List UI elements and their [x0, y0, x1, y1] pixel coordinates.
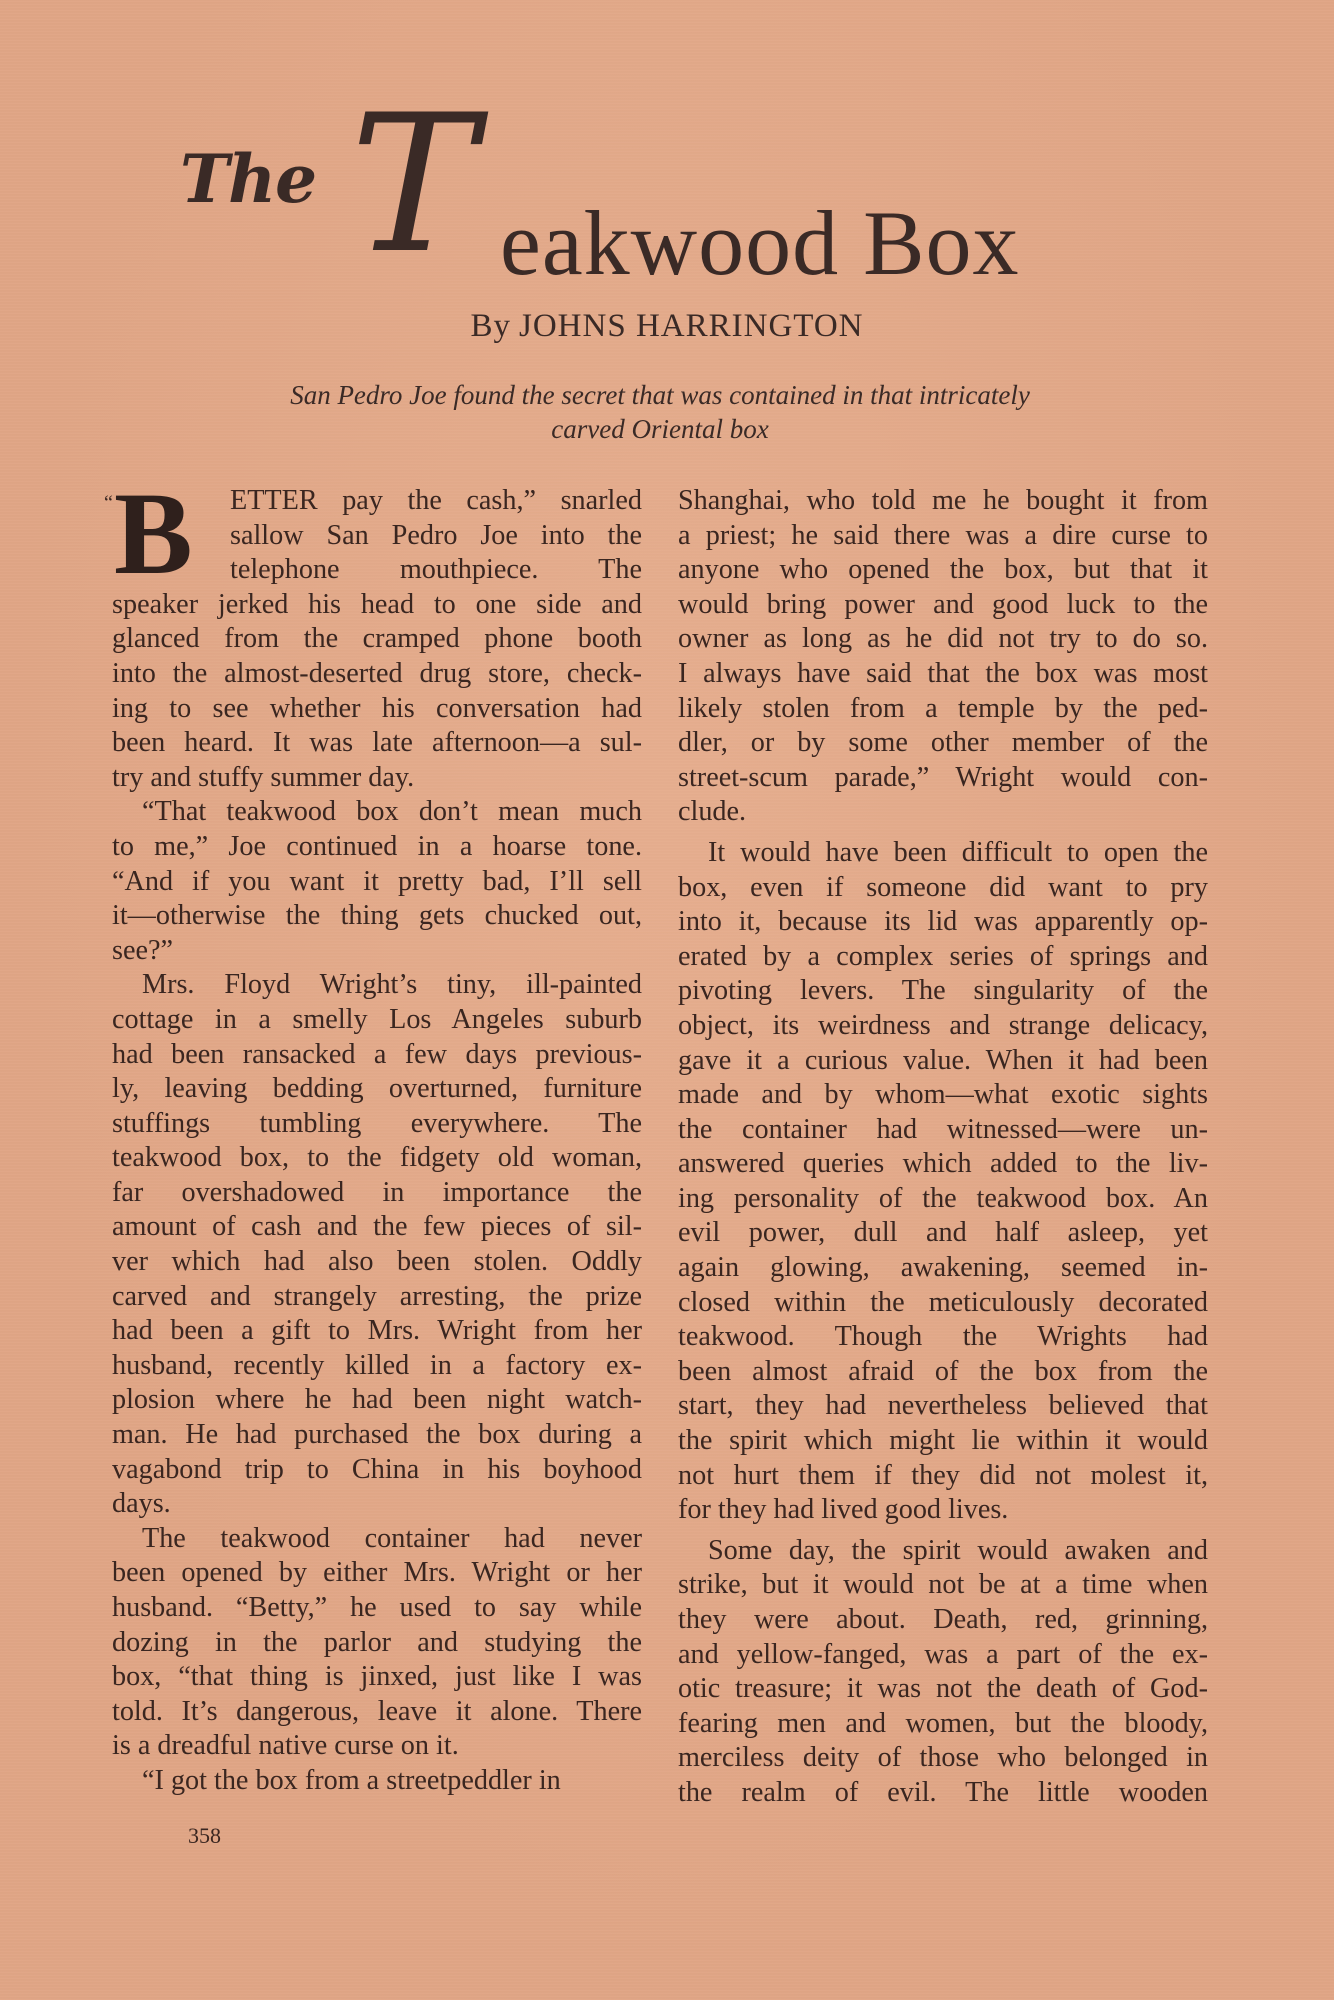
text-line: clude.: [678, 796, 747, 828]
text-line: It would have been difficult to open the: [708, 836, 1208, 868]
text-line: answered queries which added to the liv-: [678, 1148, 1208, 1180]
text-line: been heard. It was late afternoon—a sul-: [112, 727, 642, 759]
text-line: a priest; he said there was a dire curse to: [678, 519, 1208, 551]
text-line: teakwood box, to the fidgety old woman,: [112, 1142, 642, 1174]
text-line: had been ransacked a few days previous-: [112, 1038, 642, 1070]
drop-cap: B: [114, 468, 193, 599]
text-line: not hurt them if they did not molest it,: [678, 1459, 1208, 1491]
text-line: closed within the meticulously decorated: [678, 1286, 1208, 1318]
text-line: I always have said that the box was most: [678, 657, 1208, 689]
title-ornamental-initial: T: [350, 74, 477, 295]
text-line: sallow San Pedro Joe into the: [230, 519, 642, 551]
opening-paragraph: [104, 468, 642, 599]
paragraph: [112, 968, 642, 1522]
text-line: street-scum parade,” Wright would con-: [678, 761, 1208, 793]
paragraph: [678, 1534, 1208, 1811]
text-line: telephone mouthpiece. The: [230, 554, 642, 586]
text-line: and yellow-fanged, was a part of the ex-: [678, 1638, 1208, 1670]
text-line: it—otherwise the thing gets chucked out,: [112, 900, 642, 932]
text-line: owner as long as he did not try to do so.: [678, 623, 1208, 655]
text-line: amount of cash and the few pieces of sil-: [112, 1211, 642, 1243]
author-name: JOHNS HARRINGTON: [519, 308, 864, 344]
left-column: [104, 468, 642, 1799]
text-line: ver which had also been stolen. Oddly: [112, 1246, 642, 1278]
text-line: speaker jerked his head to one side and: [112, 588, 642, 620]
text-line: into the almost-deserted drug store, check-: [112, 657, 642, 689]
text-line: object, its weirdness and strange delicacy,: [678, 1009, 1208, 1041]
text-line: “I got the box from a streetpeddler in: [142, 1764, 561, 1796]
text-line: to me,” Joe continued in a hoarse tone.: [112, 830, 642, 862]
byline: [0, 308, 1334, 345]
text-line: husband. “Betty,” he used to say while: [112, 1592, 642, 1623]
text-line: Mrs. Floyd Wright’s tiny, ill-painted: [142, 969, 642, 1001]
text-line: the container had witnessed—were un-: [678, 1113, 1208, 1145]
text-line: gave it a curious value. When it had been: [678, 1044, 1208, 1076]
text-line: would bring power and good luck to the: [678, 588, 1208, 620]
story-subtitle: [180, 378, 1140, 446]
paragraph: [678, 836, 1208, 1528]
text-line: ly, leaving bedding overturned, furniture: [112, 1073, 642, 1105]
text-line: carved and strangely arresting, the prize: [112, 1280, 642, 1312]
right-column-paragraphs: [678, 484, 1208, 1811]
text-line: plosion where he had been night watch-: [112, 1384, 642, 1416]
text-line: strike, but it would not be at a time when: [678, 1569, 1208, 1601]
text-line: made and by whom—what exotic sights: [678, 1079, 1208, 1111]
paragraph: [112, 1522, 642, 1764]
text-line: otic treasure; it was not the death of God-: [678, 1673, 1208, 1705]
text-line: merciless deity of those who belonged in: [678, 1742, 1208, 1774]
text-line: they were about. Death, red, grinning,: [678, 1604, 1208, 1635]
text-line: man. He had purchased the box during a: [112, 1419, 642, 1451]
text-line: box, “that thing is jinxed, just like I was: [112, 1661, 642, 1693]
text-line: the realm of evil. The little wooden: [678, 1776, 1208, 1808]
text-line: likely stolen from a temple by the ped-: [678, 692, 1208, 724]
text-line: ETTER pay the cash,” snarled: [230, 485, 642, 516]
text-line: “And if you want it pretty bad, I’ll sell: [112, 865, 642, 897]
text-line: dozing in the parlor and studying the: [112, 1626, 642, 1658]
text-line: again glowing, awakening, seemed in-: [678, 1252, 1208, 1284]
text-line: had been a gift to Mrs. Wright from her: [112, 1315, 642, 1347]
text-line: dler, or by some other member of the: [678, 727, 1208, 759]
text-line: Some day, the spirit would awaken and: [708, 1534, 1208, 1566]
text-line: box, even if someone did want to pry: [678, 871, 1208, 903]
text-line: glanced from the cramped phone booth: [112, 623, 642, 655]
text-line: is a dreadful native curse on it.: [112, 1730, 459, 1762]
paragraph: [112, 1764, 642, 1799]
text-line: Shanghai, who told me he bought it from: [678, 485, 1208, 516]
text-line: start, they had nevertheless believed that: [678, 1390, 1208, 1422]
text-line: far overshadowed in importance the: [112, 1176, 642, 1208]
text-line: for they had lived good lives.: [678, 1494, 1009, 1526]
text-line: the spirit which might lie within it would: [678, 1425, 1208, 1457]
text-line: The teakwood container had never: [142, 1522, 642, 1554]
byline-prefix: By: [470, 308, 511, 344]
paragraph: [678, 484, 1208, 830]
text-line: evil power, dull and half asleep, yet: [678, 1217, 1208, 1249]
subtitle-line: carved Oriental box: [551, 414, 769, 444]
text-line: been almost afraid of the box from the: [678, 1355, 1208, 1387]
text-line: ing personality of the teakwood box. An: [678, 1182, 1208, 1214]
text-line: been opened by either Mrs. Wright or her: [112, 1557, 642, 1589]
paragraph: [112, 795, 642, 968]
text-line: erated by a complex series of springs and: [678, 940, 1208, 972]
text-line: see?”: [112, 934, 174, 966]
right-column: [678, 484, 1208, 1811]
text-line: stuffings tumbling everywhere. The: [112, 1107, 642, 1139]
text-line: told. It’s dangerous, leave it alone. There: [112, 1695, 642, 1727]
text-line: husband, recently killed in a factory ex-: [112, 1349, 642, 1381]
subtitle-line: San Pedro Joe found the secret that was contained in that intricately: [290, 380, 1030, 410]
left-column-paragraphs: [112, 588, 642, 1799]
text-line: teakwood. Though the Wrights had: [678, 1321, 1208, 1353]
text-line: vagabond trip to China in his boyhood: [112, 1453, 642, 1485]
story-title: [180, 74, 1080, 300]
text-line: fearing men and women, but the bloody,: [678, 1707, 1208, 1739]
text-line: “That teakwood box don’t mean much: [142, 796, 642, 828]
text-line: anyone who opened the box, but that it: [678, 554, 1208, 586]
text-line: days.: [112, 1488, 171, 1520]
text-line: ing to see whether his conversation had: [112, 692, 642, 724]
paragraph: [112, 588, 642, 796]
page-number: 358: [188, 1823, 221, 1848]
text-line: try and stuffy summer day.: [112, 761, 415, 793]
text-line: into it, because its lid was apparently op-: [678, 906, 1208, 938]
title-the: The: [180, 140, 317, 218]
opening-quote-mark: “: [104, 492, 113, 514]
text-line: pivoting levers. The singularity of the: [678, 975, 1208, 1007]
text-line: cottage in a smelly Los Angeles suburb: [112, 1003, 642, 1035]
title-rest: eakwood Box: [500, 192, 1020, 294]
